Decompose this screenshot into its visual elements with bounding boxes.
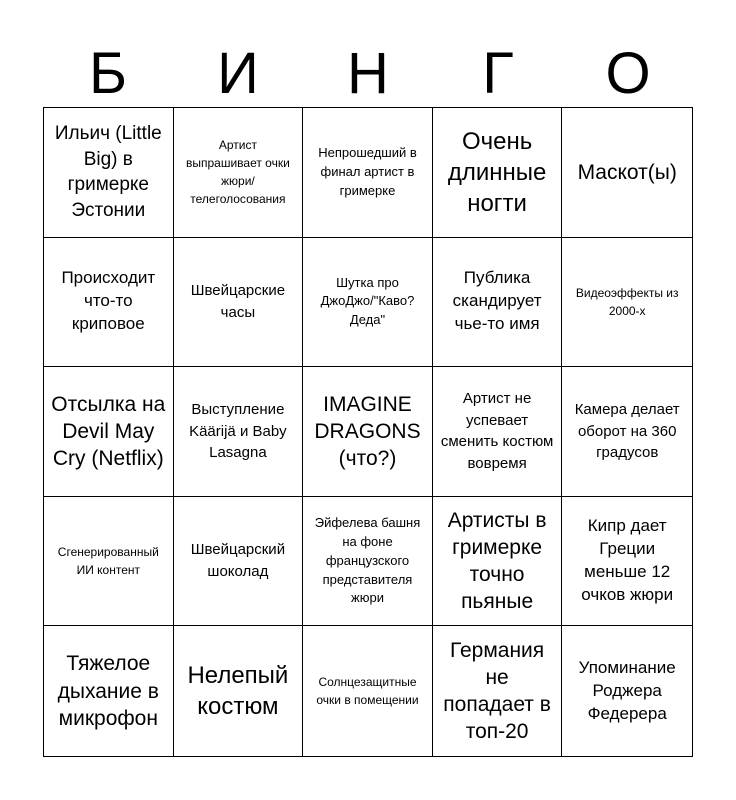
bingo-cell[interactable]: Сгенерированный ИИ контент (44, 497, 174, 627)
header-letter-n: Н (347, 41, 389, 106)
bingo-cell[interactable]: Упоминание Роджера Федерера (578, 657, 676, 723)
bingo-cell[interactable]: Швейцарские часы (174, 238, 304, 368)
bingo-cell[interactable]: Выступление Käärijä и Baby Lasagna (174, 367, 304, 497)
bingo-grid (43, 107, 693, 757)
bingo-cell[interactable]: Кипр дает Греции меньше 12 очков жюри (562, 497, 692, 627)
bingo-cell[interactable]: Непрошедший в финал артист в гримерке (303, 108, 433, 238)
bingo-cell[interactable]: Артист не успевает сменить костюм вовремя (433, 367, 563, 497)
bingo-cell[interactable]: Очень длинные ногти (433, 108, 563, 238)
bingo-header (43, 40, 693, 108)
bingo-cell[interactable]: Эйфелева башня на фоне французского представителя жюри (303, 497, 433, 627)
bingo-cell[interactable]: Отсылка на Devil May Cry (Netflix) (44, 367, 174, 497)
bingo-cell[interactable]: Германия не попадает в топ-20 (433, 626, 563, 756)
bingo-cell[interactable]: Шутка про ДжоДжо/"Каво? Деда" (303, 238, 433, 368)
header-letter-o: О (605, 41, 651, 106)
bingo-cell[interactable]: Маскот(ы) (562, 108, 692, 238)
bingo-cell[interactable]: Публика скандирует чье-то имя (433, 238, 563, 368)
bingo-cell[interactable]: Видеоэффекты из 2000-х (562, 238, 692, 368)
bingo-cell[interactable]: Тяжелое дыхание в микрофон (44, 626, 174, 756)
bingo-cell[interactable]: Швейцарский шоколад (174, 497, 304, 627)
header-letter-b: Б (88, 41, 128, 106)
bingo-cell[interactable]: Артист выпрашивает очки жюри/ телеголосования (174, 108, 304, 238)
bingo-cell[interactable]: Нелепый костюм (174, 626, 304, 756)
bingo-cell[interactable]: Ильич (Little Big) в гримерке Эстонии (44, 108, 174, 238)
header-letter-g: Г (482, 41, 514, 106)
header-letter-i: И (217, 41, 259, 106)
bingo-cell[interactable]: Артисты в гримерке точно пьяные (433, 497, 563, 627)
bingo-cell[interactable]: IMAGINE DRAGONS (что?) (303, 367, 433, 497)
bingo-cell[interactable]: Солнцезащитные очки в помещении (303, 626, 433, 756)
bingo-cell[interactable]: Происходит что-то криповое (44, 238, 174, 368)
bingo-cell[interactable]: Камера делает оборот на 360 градусов (562, 367, 692, 497)
